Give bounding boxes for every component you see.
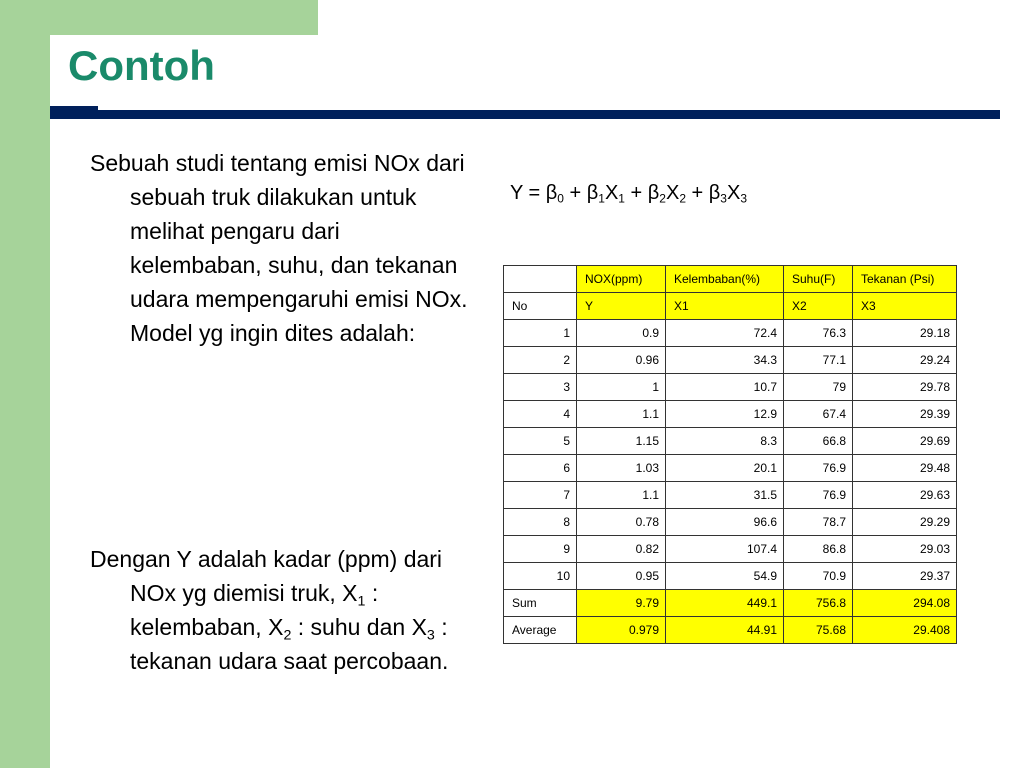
table-cell: 76.9 bbox=[784, 482, 853, 509]
table-cell: 76.9 bbox=[784, 455, 853, 482]
table-average-row bbox=[504, 617, 957, 644]
table-subheader-row bbox=[504, 293, 957, 320]
table-cell: 8 bbox=[504, 509, 577, 536]
left-accent-bar bbox=[0, 0, 50, 768]
table-row bbox=[504, 374, 957, 401]
table-cell: 66.8 bbox=[784, 428, 853, 455]
table-cell: 70.9 bbox=[784, 563, 853, 590]
table-cell: 107.4 bbox=[666, 536, 784, 563]
table-cell: Average bbox=[504, 617, 577, 644]
table-cell: 7 bbox=[504, 482, 577, 509]
table-cell: 294.08 bbox=[853, 590, 957, 617]
table-row bbox=[504, 509, 957, 536]
top-accent-bar bbox=[0, 0, 318, 35]
table-cell: 3 bbox=[504, 374, 577, 401]
table-cell: 1.15 bbox=[577, 428, 666, 455]
table-cell: 0.95 bbox=[577, 563, 666, 590]
table-cell: 9 bbox=[504, 536, 577, 563]
table-cell: 449.1 bbox=[666, 590, 784, 617]
table-cell: Tekanan (Psi) bbox=[853, 266, 957, 293]
table-cell: 5 bbox=[504, 428, 577, 455]
table-cell: 10 bbox=[504, 563, 577, 590]
table-cell: 78.7 bbox=[784, 509, 853, 536]
table-row bbox=[504, 428, 957, 455]
table-cell: X3 bbox=[853, 293, 957, 320]
table-cell: 96.6 bbox=[666, 509, 784, 536]
table-cell: 29.39 bbox=[853, 401, 957, 428]
table-cell: 29.63 bbox=[853, 482, 957, 509]
table-cell: 8.3 bbox=[666, 428, 784, 455]
table-cell: 29.24 bbox=[853, 347, 957, 374]
table-cell: 54.9 bbox=[666, 563, 784, 590]
table-row bbox=[504, 536, 957, 563]
table-cell: No bbox=[504, 293, 577, 320]
table-cell: 0.96 bbox=[577, 347, 666, 374]
table-cell: 1 bbox=[504, 320, 577, 347]
table-cell: 0.979 bbox=[577, 617, 666, 644]
table-cell: 1 bbox=[577, 374, 666, 401]
table-cell: 1.1 bbox=[577, 401, 666, 428]
table-cell: Suhu(F) bbox=[784, 266, 853, 293]
table-sum-row bbox=[504, 590, 957, 617]
table-cell: 12.9 bbox=[666, 401, 784, 428]
table-cell: 9.79 bbox=[577, 590, 666, 617]
table-cell: Y bbox=[577, 293, 666, 320]
table-cell: 0.82 bbox=[577, 536, 666, 563]
table-cell: 1.03 bbox=[577, 455, 666, 482]
table-cell: 29.48 bbox=[853, 455, 957, 482]
table-cell: 20.1 bbox=[666, 455, 784, 482]
table-row bbox=[504, 347, 957, 374]
table-cell: 29.408 bbox=[853, 617, 957, 644]
data-table bbox=[503, 265, 957, 644]
table-cell bbox=[504, 266, 577, 293]
table-cell: 0.9 bbox=[577, 320, 666, 347]
table-cell: 29.03 bbox=[853, 536, 957, 563]
table-cell: X2 bbox=[784, 293, 853, 320]
table-cell: 31.5 bbox=[666, 482, 784, 509]
table-cell: 44.91 bbox=[666, 617, 784, 644]
table-row bbox=[504, 482, 957, 509]
table-cell: 29.37 bbox=[853, 563, 957, 590]
regression-formula: $Y = \beta_0 + \beta_1X_1 + \beta_2X_2 + \beta_3X_3$ bbox=[510, 182, 748, 206]
table-cell: 29.29 bbox=[853, 509, 957, 536]
table-row bbox=[504, 455, 957, 482]
table-cell: 86.8 bbox=[784, 536, 853, 563]
table-row bbox=[504, 401, 957, 428]
table-cell: X1 bbox=[666, 293, 784, 320]
table-cell: Sum bbox=[504, 590, 577, 617]
table-cell: 79 bbox=[784, 374, 853, 401]
table-cell: 2 bbox=[504, 347, 577, 374]
table-cell: 72.4 bbox=[666, 320, 784, 347]
table-cell: 77.1 bbox=[784, 347, 853, 374]
slide-title: Contoh bbox=[68, 42, 215, 89]
table-cell: 756.8 bbox=[784, 590, 853, 617]
table-cell: 6 bbox=[504, 455, 577, 482]
table-cell: 29.18 bbox=[853, 320, 957, 347]
title-rule bbox=[50, 110, 1000, 119]
table-cell: 76.3 bbox=[784, 320, 853, 347]
variable-definition-paragraph: Dengan Y adalah kadar (ppm) dari NOx yg diemisi truk, $X_1$ : kelembaban, $X_2$ : suhu dan $X_3$ : tekanan udara saat percobaan. bbox=[90, 546, 449, 674]
table-cell: 0.78 bbox=[577, 509, 666, 536]
table-cell: 75.68 bbox=[784, 617, 853, 644]
table-cell: 29.78 bbox=[853, 374, 957, 401]
table-cell: Kelembaban(%) bbox=[666, 266, 784, 293]
table-row bbox=[504, 563, 957, 590]
intro-paragraph: Sebuah studi tentang emisi NOx dari sebuah truk dilakukan untuk melihat pengaru dari kelembaban, suhu, dan tekanan udara mempengaruhi emisi NOx. Model yg ingin dites adalah: bbox=[90, 150, 468, 346]
table-cell: 67.4 bbox=[784, 401, 853, 428]
table-cell: 1.1 bbox=[577, 482, 666, 509]
table-row bbox=[504, 320, 957, 347]
table-cell: 10.7 bbox=[666, 374, 784, 401]
table-header-row bbox=[504, 266, 957, 293]
table-cell: NOX(ppm) bbox=[577, 266, 666, 293]
table-cell: 4 bbox=[504, 401, 577, 428]
table-cell: 34.3 bbox=[666, 347, 784, 374]
table-cell: 29.69 bbox=[853, 428, 957, 455]
